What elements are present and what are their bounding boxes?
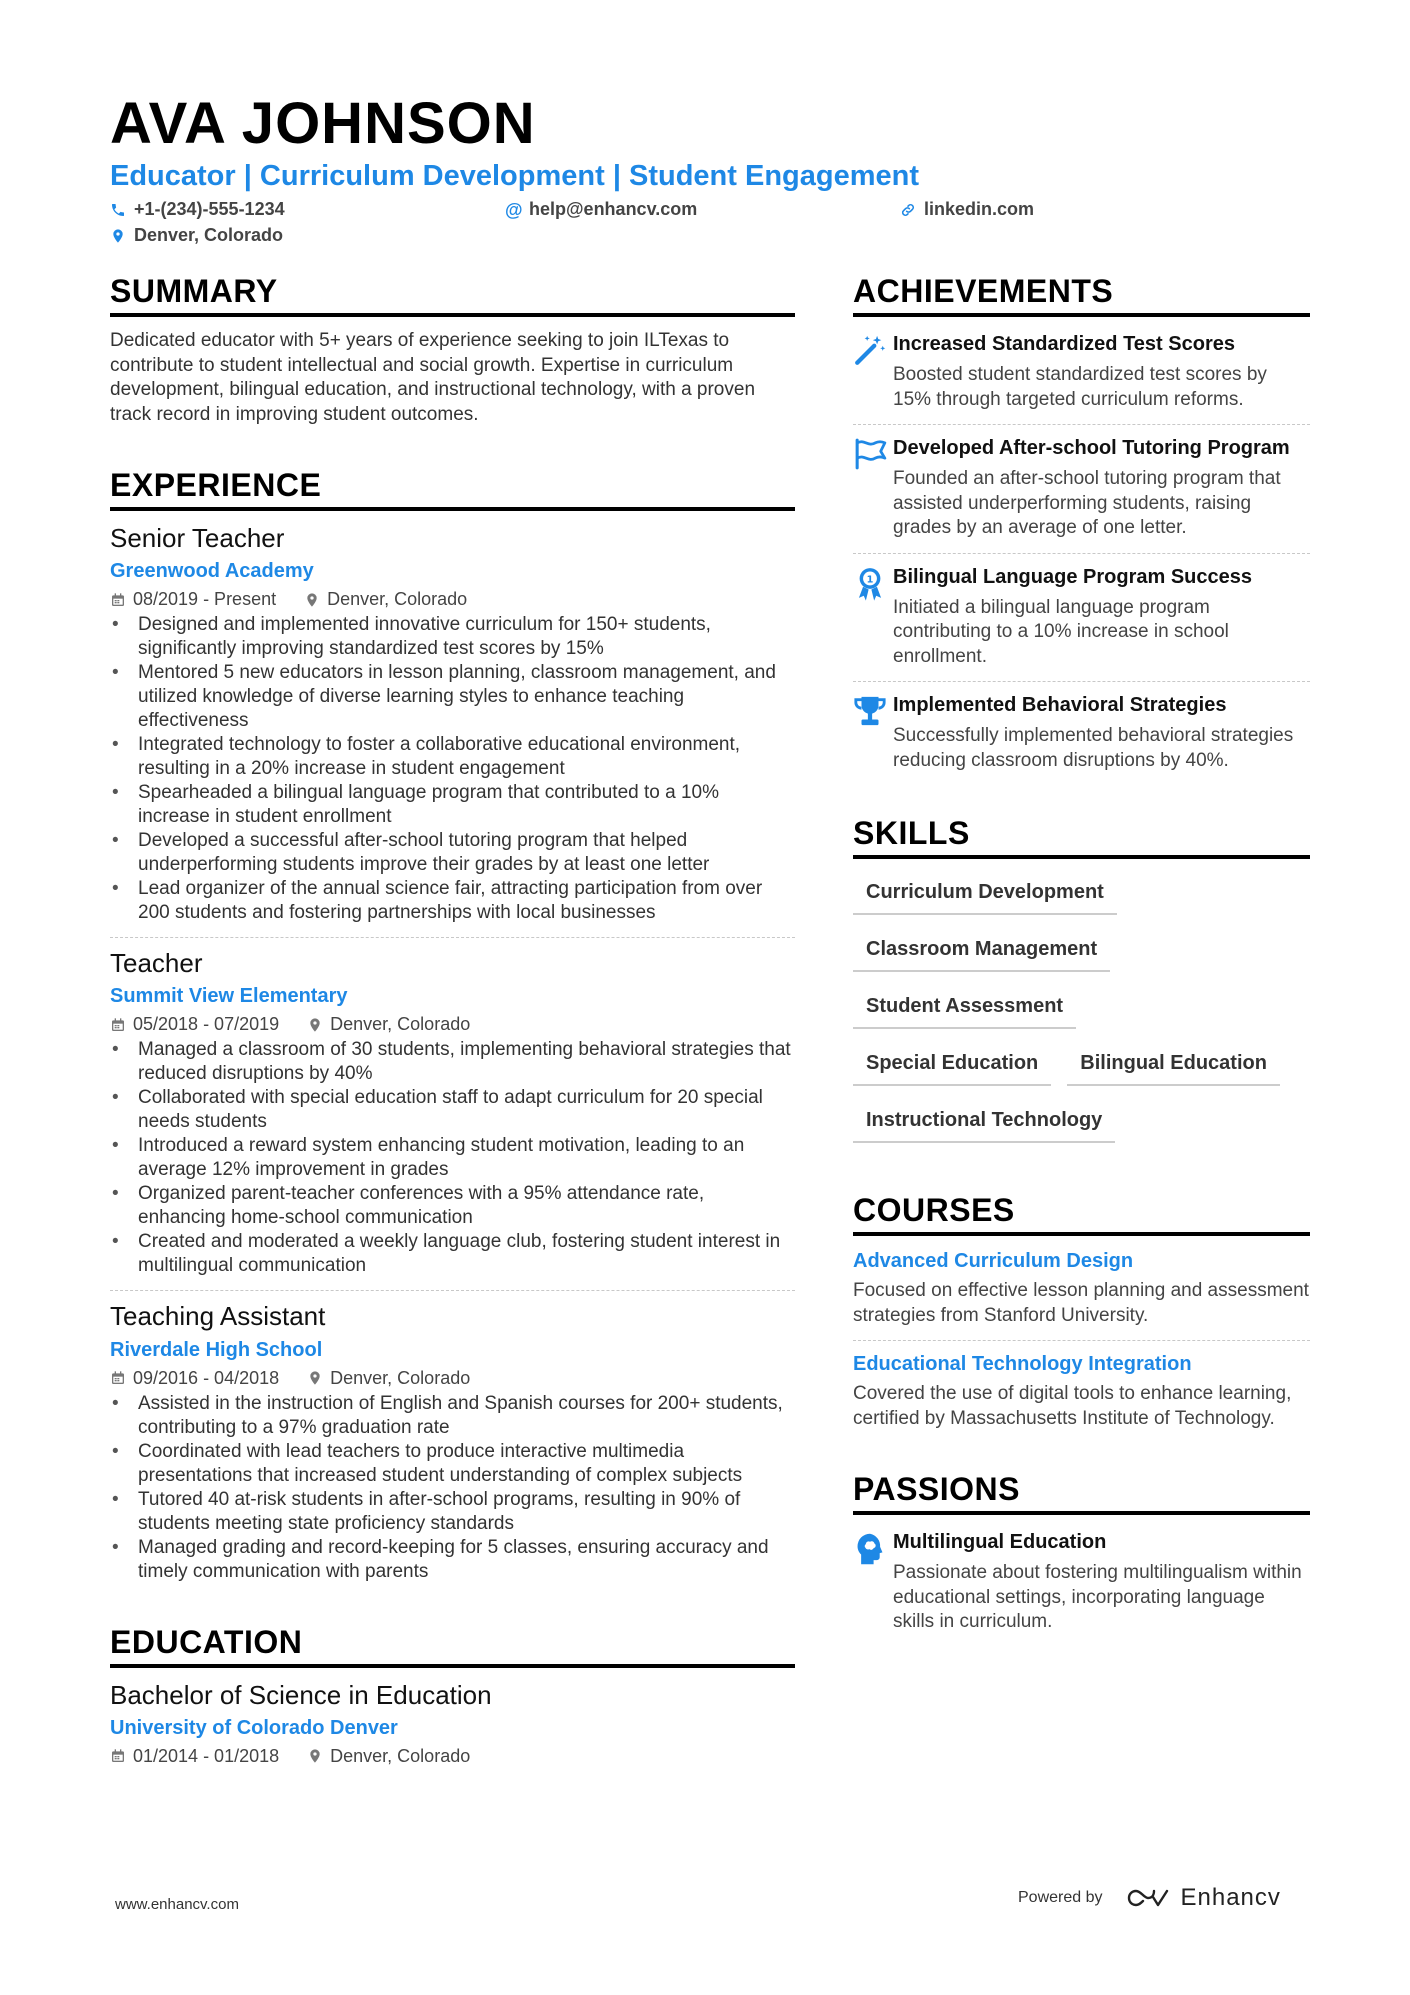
- passions-heading: PASSIONS: [853, 1473, 1310, 1515]
- education-degree: Bachelor of Science in Education: [110, 1679, 492, 1710]
- flag-icon: [853, 437, 889, 471]
- left-column: [110, 275, 795, 1767]
- job-meta: [110, 589, 795, 610]
- skill-tag: Student Assessment: [853, 987, 1076, 1029]
- location-pin-icon: [307, 1017, 323, 1033]
- skill-tag: Special Education: [853, 1044, 1051, 1086]
- location-pin-icon: [307, 1370, 323, 1386]
- bullet-item: • Lead organizer of the annual science fair, attracting participation from over 200 students and fostering partnerships with local businesses: [110, 877, 795, 925]
- bullet-item: • Managed a classroom of 30 students, implementing behavioral strategies that reduced disruptions by 40%: [110, 1038, 795, 1086]
- bullet-item: • Introduced a reward system enhancing student motivation, leading to an average 12% improvement in grades: [110, 1134, 795, 1182]
- job-company: Riverdale High School: [110, 1338, 323, 1361]
- achievements-list: [853, 331, 1310, 773]
- contact-email[interactable]: [505, 199, 697, 220]
- experience-heading: EXPERIENCE: [110, 469, 795, 511]
- summary-heading: SUMMARY: [110, 275, 795, 317]
- course-desc: Covered the use of digital tools to enhance learning, certified by Massachusetts Institute of Technology.: [853, 1383, 1292, 1429]
- powered-by-text: Powered by: [1018, 1889, 1103, 1906]
- skill-tag: Curriculum Development: [853, 873, 1117, 915]
- divider: [853, 553, 1310, 554]
- skills-list: [853, 873, 1310, 1158]
- bullet-item: • Developed a successful after-school tutoring program that helped underperforming students improve their grades by at least one letter: [110, 829, 795, 877]
- bullet-item: • Created and moderated a weekly language club, fostering student interest in multilingual communication: [110, 1230, 795, 1278]
- course-item: [853, 1248, 1310, 1328]
- job-location: Denver, Colorado: [330, 1367, 471, 1388]
- achievement-title: Implemented Behavioral Strategies: [893, 694, 1227, 716]
- course-title: Advanced Curriculum Design: [853, 1250, 1134, 1272]
- divider: [853, 681, 1310, 682]
- at-icon: @: [505, 199, 523, 220]
- job-location: Denver, Colorado: [330, 1014, 471, 1035]
- bullet-item: • Coordinated with lead teachers to produce interactive multimedia presentations that increased student understanding of complex subjects: [110, 1440, 795, 1488]
- job-entry: [110, 948, 795, 1278]
- enhancv-logo[interactable]: [1125, 1884, 1281, 1912]
- phone-text: +1-(234)-555-1234: [134, 199, 285, 219]
- job-bullets: [110, 1038, 795, 1278]
- footer-branding: [1018, 1884, 1281, 1912]
- passion-desc: Passionate about fostering multilingualism within educational settings, incorporating language skills in curriculum.: [893, 1562, 1302, 1632]
- location-text: Denver, Colorado: [134, 225, 284, 245]
- divider: [853, 424, 1310, 425]
- job-role: Senior Teacher: [110, 523, 285, 553]
- enhancv-logo-icon: [1125, 1886, 1171, 1910]
- course-item: [853, 1351, 1310, 1431]
- bullet-item: • Mentored 5 new educators in lesson planning, classroom management, and utilized knowledge of diverse learning styles to enhance teaching effectiveness: [110, 661, 795, 733]
- email-text[interactable]: help@enhancv.com: [529, 199, 698, 219]
- divider: [110, 937, 795, 938]
- job-dates: 08/2019 - Present: [133, 589, 277, 610]
- job-company: Summit View Elementary: [110, 985, 348, 1008]
- achievement-desc: Founded an after-school tutoring program that assisted underperforming students, raising grades by an average of one letter.: [893, 468, 1281, 538]
- linkedin-text[interactable]: linkedin.com: [924, 199, 1035, 219]
- contact-phone: [110, 199, 285, 220]
- divider: [853, 1340, 1310, 1341]
- skill-tag: Classroom Management: [853, 930, 1110, 972]
- achievement-title: Increased Standardized Test Scores: [893, 333, 1235, 355]
- svg-text:1: 1: [866, 574, 874, 586]
- achievement-title: Developed After-school Tutoring Program: [893, 437, 1290, 459]
- award-ribbon-icon: [853, 566, 887, 602]
- bullet-item: • Assisted in the instruction of English and Spanish courses for 200+ students, contributing to a 97% graduation rate: [110, 1392, 795, 1440]
- skill-tag: Bilingual Education: [1067, 1044, 1280, 1086]
- achievement-desc: Initiated a bilingual language program contributing to a 10% increase in school enrollment.: [893, 596, 1229, 667]
- job-meta: [110, 1368, 795, 1389]
- bullet-item: • Integrated technology to foster a collaborative educational environment, resulting in a 20% increase in student engagement: [110, 733, 795, 781]
- education-location: Denver, Colorado: [330, 1745, 471, 1766]
- achievement-desc: Boosted student standardized test scores by 15% through targeted curriculum reforms.: [893, 364, 1267, 410]
- job-entry: [110, 523, 795, 925]
- skills-heading: SKILLS: [853, 817, 1310, 859]
- contact-linkedin[interactable]: [900, 199, 1034, 220]
- candidate-name: AVA JOHNSON: [110, 91, 536, 156]
- bullet-item: • Spearheaded a bilingual language program that contributed to a 10% increase in student enrollment: [110, 781, 795, 829]
- education-meta: [110, 1746, 795, 1767]
- footer-website[interactable]: www.enhancv.com: [115, 1896, 239, 1913]
- summary-text: Dedicated educator with 5+ years of experience seeking to join ILTexas to contribute to student intellectual and social growth. Expertise in curriculum development, bilingual education, and instructional technology, with a proven track record in improving student outcomes.: [110, 330, 756, 425]
- bullet-item: • Managed grading and record-keeping for 5 classes, ensuring accuracy and timely communication with parents: [110, 1536, 795, 1584]
- bullet-item: • Organized parent-teacher conferences with a 95% attendance rate, enhancing home-school communication: [110, 1182, 795, 1230]
- education-heading: EDUCATION: [110, 1626, 795, 1668]
- contact-location: [110, 225, 283, 246]
- job-dates: 09/2016 - 04/2018: [133, 1367, 280, 1388]
- location-pin-icon: [307, 1748, 323, 1764]
- calendar-icon: [110, 592, 126, 608]
- magic-wand-icon: [853, 333, 887, 367]
- calendar-icon: [110, 1748, 126, 1764]
- link-icon: [900, 202, 916, 218]
- job-role: Teaching Assistant: [110, 1301, 326, 1332]
- job-meta: [110, 1014, 795, 1035]
- location-pin-icon: [110, 228, 126, 244]
- trophy-icon: [853, 694, 887, 728]
- courses-heading: COURSES: [853, 1194, 1310, 1236]
- calendar-icon: [110, 1017, 126, 1033]
- location-pin-icon: [304, 592, 320, 608]
- education-dates: 01/2014 - 01/2018: [133, 1745, 280, 1766]
- job-bullets: [110, 1392, 795, 1584]
- head-brain-icon: [853, 1531, 887, 1567]
- education-school: University of Colorado Denver: [110, 1716, 398, 1739]
- achievement-item: [853, 692, 1310, 773]
- achievement-title: Bilingual Language Program Success: [893, 565, 1252, 588]
- phone-icon: [110, 202, 126, 218]
- achievement-item: [853, 564, 1310, 670]
- course-title: Educational Technology Integration: [853, 1353, 1192, 1375]
- bullet-item: • Designed and implemented innovative curriculum for 150+ students, significantly improving standardized test scores by 15%: [110, 613, 795, 661]
- achievement-item: [853, 435, 1310, 541]
- candidate-title: Educator | Curriculum Development | Student Engagement: [110, 160, 919, 192]
- course-desc: Focused on effective lesson planning and assessment strategies from Stanford University.: [853, 1280, 1309, 1326]
- divider: [110, 1290, 795, 1291]
- job-company: Greenwood Academy: [110, 560, 314, 583]
- calendar-icon: [110, 1370, 126, 1386]
- passion-title: Multilingual Education: [893, 1531, 1107, 1553]
- achievements-heading: ACHIEVEMENTS: [853, 275, 1310, 317]
- job-bullets: [110, 613, 795, 925]
- job-location: Denver, Colorado: [327, 589, 468, 610]
- bullet-item: • Collaborated with special education staff to adapt curriculum for 20 special needs students: [110, 1086, 795, 1134]
- achievement-item: [853, 331, 1310, 412]
- enhancv-brand-text: Enhancv: [1180, 1884, 1281, 1911]
- passion-item: [853, 1529, 1310, 1635]
- job-entry: [110, 1301, 795, 1583]
- skill-tag: Instructional Technology: [853, 1101, 1115, 1143]
- bullet-item: • Tutored 40 at-risk students in after-school programs, resulting in 90% of students meeting state proficiency standards: [110, 1488, 795, 1536]
- job-role: Teacher: [110, 948, 203, 979]
- right-column: [853, 275, 1310, 1635]
- job-dates: 05/2018 - 07/2019: [133, 1014, 280, 1035]
- achievement-desc: Successfully implemented behavioral strategies reducing classroom disruptions by 40%.: [893, 725, 1294, 771]
- education-entry: [110, 1680, 795, 1767]
